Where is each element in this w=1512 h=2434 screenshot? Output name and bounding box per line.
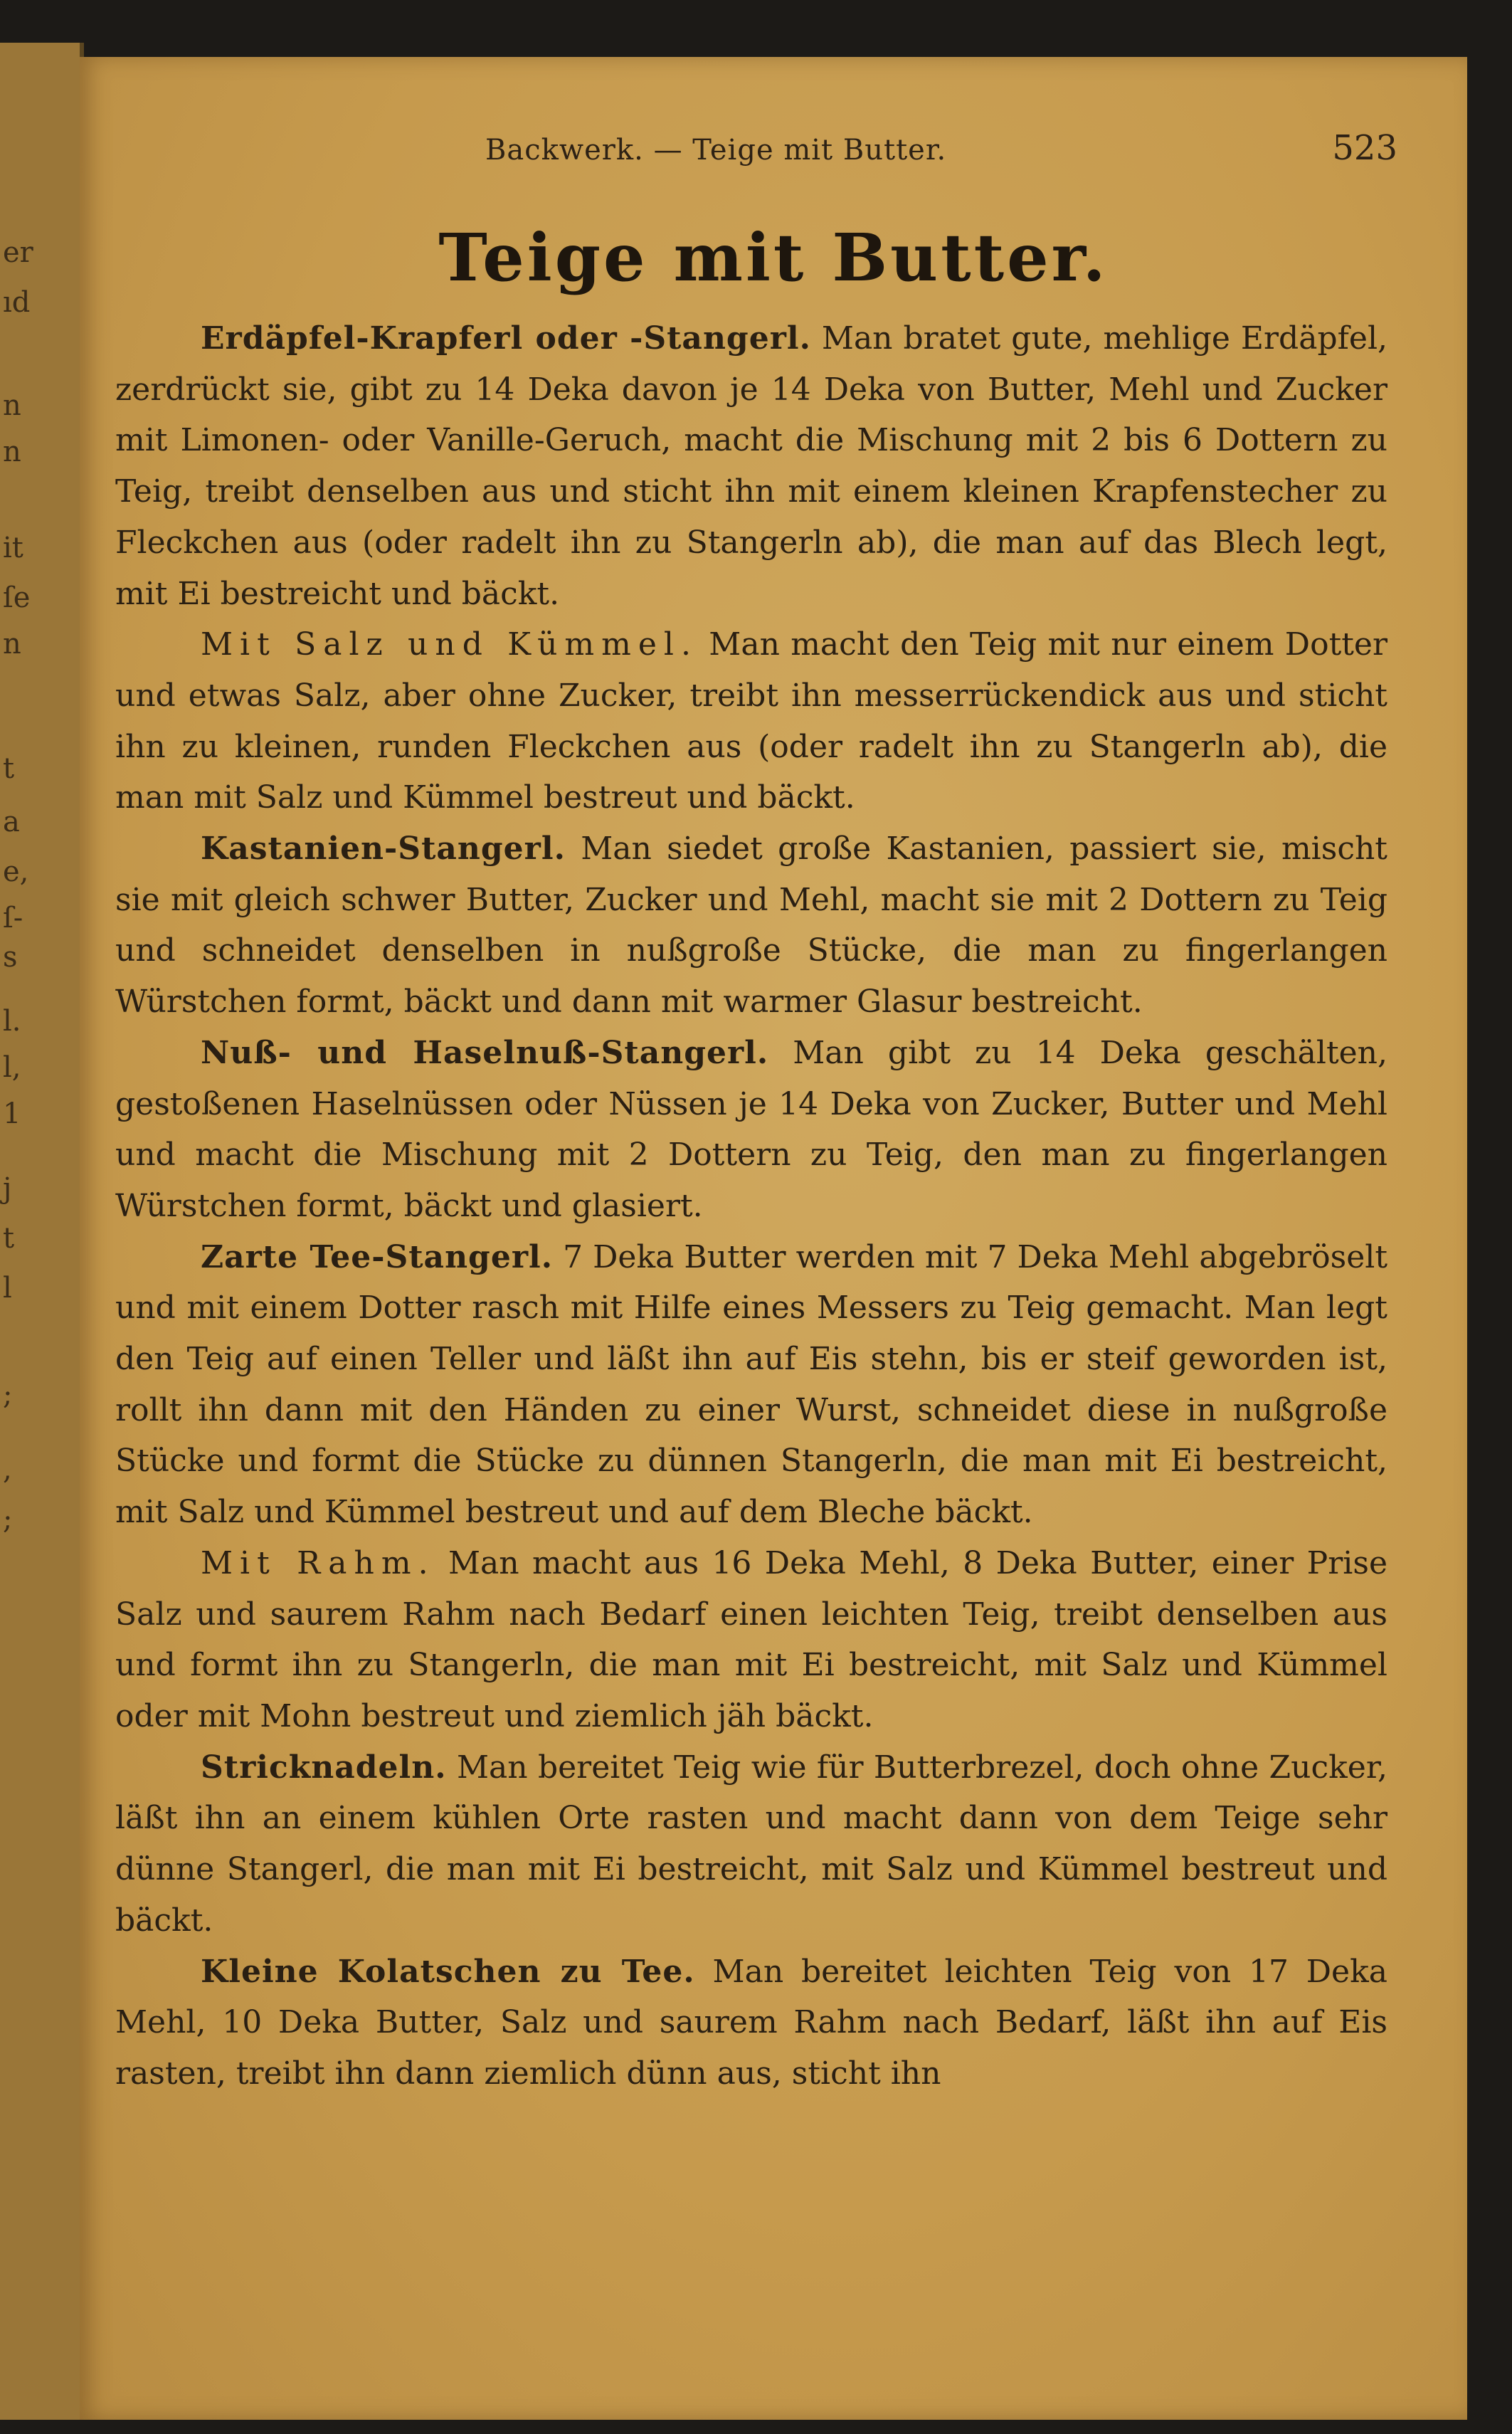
paragraph-text: Man macht den Teig mit nur einem Dotter und etwas Salz, aber ohne Zucker, treibt ihn messerrückendick aus und sticht ihn zu kleinen, runden Fleckchen aus (oder radelt ihn zu Stangerln ab), die man mit Salz und Kümmel bestreut und bäckt. — [115, 626, 1388, 816]
left-page-edge — [0, 43, 84, 2420]
paragraph-salz-kuemmel — [115, 619, 1387, 823]
paragraph-rahm — [115, 1538, 1387, 1742]
paragraph-heading: Nuß- und Haselnuß-Stangerl. — [201, 1034, 769, 1071]
paragraph-text: Man siedet große Kastanien, passiert sie, mischt sie mit gleich schwer Butter, Zucker und Mehl, macht sie mit 2 Dottern zu Teig und schneidet denselben in nußgroße Stücke, die man zu fingerlangen Würstchen formt, bäckt und dann mit warmer Glasur bestreicht. — [115, 831, 1387, 1021]
left-margin-fragment: e, — [3, 855, 29, 888]
paragraph-erdaepfel — [115, 313, 1387, 619]
left-margin-fragment: l — [3, 1272, 12, 1305]
paragraph-heading: Stricknadeln. — [201, 1749, 447, 1786]
left-margin-fragment: l, — [3, 1051, 21, 1084]
left-margin-fragment: t — [3, 1222, 15, 1255]
paragraph-text: Man bereitet Teig wie für Butterbrezel, doch ohne Zucker, läßt ihn an einem kühlen Orte rasten und macht dann von dem Teige sehr dünne Stangerl, die man mit Ei bestreicht, mit Salz und Kümmel bestreut und bäckt. — [115, 1749, 1387, 1939]
left-margin-fragment: a — [3, 806, 20, 838]
paragraph-heading: Kleine Kolatschen zu Tee. — [201, 1953, 695, 1990]
paragraph-heading: Erdäpfel-Krapferl oder -Stangerl. — [201, 320, 811, 357]
paragraph-subheading: Mit Salz und Kümmel. — [201, 626, 698, 663]
left-margin-fragment: ; — [3, 1503, 13, 1536]
paragraph-text: 7 Deka Butter werden mit 7 Deka Mehl abgebröselt und mit einem Dotter rasch mit Hilfe eines Messers zu Teig gemacht. Man legt den Teig auf einen Teller und läßt ihn auf Eis stehn, bis er steif geworden ist, rollt ihn dann mit den Händen zu einer Wurst, schneidet diese in nußgroße Stücke und formt die Stücke zu dünnen Stangerln, die man mit Ei bestreicht, mit Salz und Kümmel bestreut und auf dem Bleche bäckt. — [115, 1238, 1387, 1531]
left-margin-fragment: ſ- — [3, 902, 23, 934]
book-page — [80, 57, 1467, 2420]
left-margin-fragment: er — [3, 236, 33, 269]
left-margin-fragment: it — [3, 532, 23, 564]
left-margin-fragment: j — [3, 1172, 12, 1205]
paragraph-kastanien — [115, 823, 1387, 1028]
paragraph-heading: Kastanien-Stangerl. — [201, 831, 566, 868]
paragraph-text: Man gibt zu 14 Deka geschälten, gestoßenen Haselnüssen oder Nüssen je 14 Deka von Zucker, Butter und Mehl und macht die Mischung mit 2 Dottern zu Teig, den man zu fingerlangen Würstchen formt, bäckt und glasiert. — [115, 1034, 1387, 1224]
left-margin-fragment: l. — [3, 1005, 21, 1038]
paragraph-text: Man macht aus 16 Deka Mehl, 8 Deka Butter, einer Prise Salz und saurem Rahm nach Bedarf einen leichten Teig, treibt denselben aus und formt ihn zu Stangerln, die man mit Ei bestreicht, mit Salz und Kümmel oder mit Mohn bestreut und ziemlich jäh bäckt. — [115, 1544, 1387, 1734]
paragraph-nuss — [115, 1028, 1387, 1232]
left-margin-fragment: , — [3, 1453, 12, 1486]
left-margin-fragment: s — [3, 941, 18, 974]
paragraph-tee-stangerl — [115, 1232, 1387, 1538]
paragraph-kolatschen — [115, 1946, 1387, 2100]
left-margin-fragment: n — [3, 436, 21, 468]
left-margin-fragment: n — [3, 628, 21, 660]
paragraph-stricknadeln — [115, 1742, 1387, 1946]
left-margin-fragment: ſe — [3, 581, 31, 614]
left-margin-fragment: ıd — [3, 286, 31, 319]
paragraph-heading: Zarte Tee-Stangerl. — [201, 1238, 554, 1275]
page-number: 523 — [1332, 128, 1397, 168]
section-title: Teige mit Butter. — [438, 219, 1109, 296]
paragraph-text: Man bereitet leichten Teig von 17 Deka Mehl, 10 Deka Butter, Salz und saurem Rahm nach Bedarf, läßt ihn auf Eis rasten, treibt ihn dann ziemlich dünn aus, sticht ihn — [115, 1953, 1387, 2092]
left-margin-fragment: ; — [3, 1379, 13, 1411]
body-text — [115, 313, 1387, 2100]
left-margin-fragment: n — [3, 389, 21, 422]
paragraph-text: Man bratet gute, mehlige Erdäpfel, zerdrückt sie, gibt zu 14 Deka davon je 14 Deka von Butter, Mehl und Zucker mit Limonen- oder Vanille-Geruch, macht die Mischung mit 2 bis 6 Dottern zu Teig, treibt denselben aus und sticht ihn mit einem kleinen Krapfenstecher zu Fleckchen aus (oder radelt ihn zu Stangerln ab), die man auf das Blech legt, mit Ei bestreicht und bäckt. — [115, 320, 1388, 612]
paragraph-subheading: Mit Rahm. — [201, 1544, 435, 1581]
running-title: Backwerk. — Teige mit Butter. — [485, 134, 947, 167]
left-margin-fragment: t — [3, 752, 15, 785]
left-margin-fragment: 1 — [3, 1097, 21, 1130]
